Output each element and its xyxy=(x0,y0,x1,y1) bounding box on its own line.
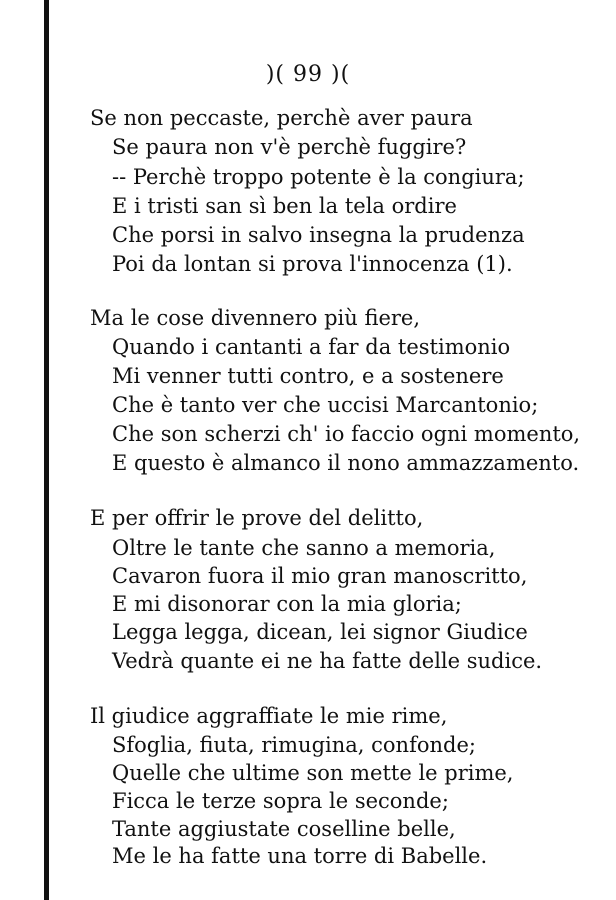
verse-line: Che è tanto ver che uccisi Marcantonio; xyxy=(112,393,539,417)
verse-line: Vedrà quante ei ne ha fatte delle sudice. xyxy=(112,649,543,673)
verse-line: Quando i cantanti a far da testimonio xyxy=(112,335,511,359)
verse-line: Che porsi in salvo insegna la prudenza xyxy=(112,223,525,247)
verse-line: Poi da lontan si prova l'innocenza (1). xyxy=(112,252,513,276)
page-binding-edge xyxy=(44,0,49,900)
verse-line: Me le ha fatte una torre di Babelle. xyxy=(112,844,488,868)
verse-line: Tante aggiustate coselline belle, xyxy=(112,817,456,841)
verse-line: Il giudice aggraffiate le mie rime, xyxy=(90,704,448,728)
verse-line: Che son scherzi ch' io faccio ogni momento, xyxy=(112,422,581,446)
verse-line: Mi venner tutti contro, e a sostenere xyxy=(112,364,504,388)
verse-line: E mi disonorar con la mia gloria; xyxy=(112,592,462,616)
verse-line: Oltre le tante che sanno a memoria, xyxy=(112,536,496,560)
verse-line: E i tristi san sì ben la tela ordire xyxy=(112,194,457,218)
verse-line: Sfoglia, fiuta, rimugina, confonde; xyxy=(112,733,476,757)
verse-line: Ma le cose divennero più fiere, xyxy=(90,306,421,330)
page-number: )( 99 )( xyxy=(265,62,351,87)
verse-line: Ficca le terze sopra le seconde; xyxy=(112,789,449,813)
verse-line: Se paura non v'è perchè fuggire? xyxy=(112,135,467,159)
verse-line: Cavaron fuora il mio gran manoscritto, xyxy=(112,564,528,588)
verse-line: Quelle che ultime son mette le prime, xyxy=(112,761,514,785)
verse-line: Legga legga, dicean, lei signor Giudice xyxy=(112,620,528,644)
verse-line: E per offrir le prove del delitto, xyxy=(90,506,424,530)
verse-line: Se non peccaste, perchè aver paura xyxy=(90,106,473,130)
verse-line: -- Perchè troppo potente è la congiura; xyxy=(112,165,525,189)
verse-line: E questo è almanco il nono ammazzamento. xyxy=(112,451,580,475)
